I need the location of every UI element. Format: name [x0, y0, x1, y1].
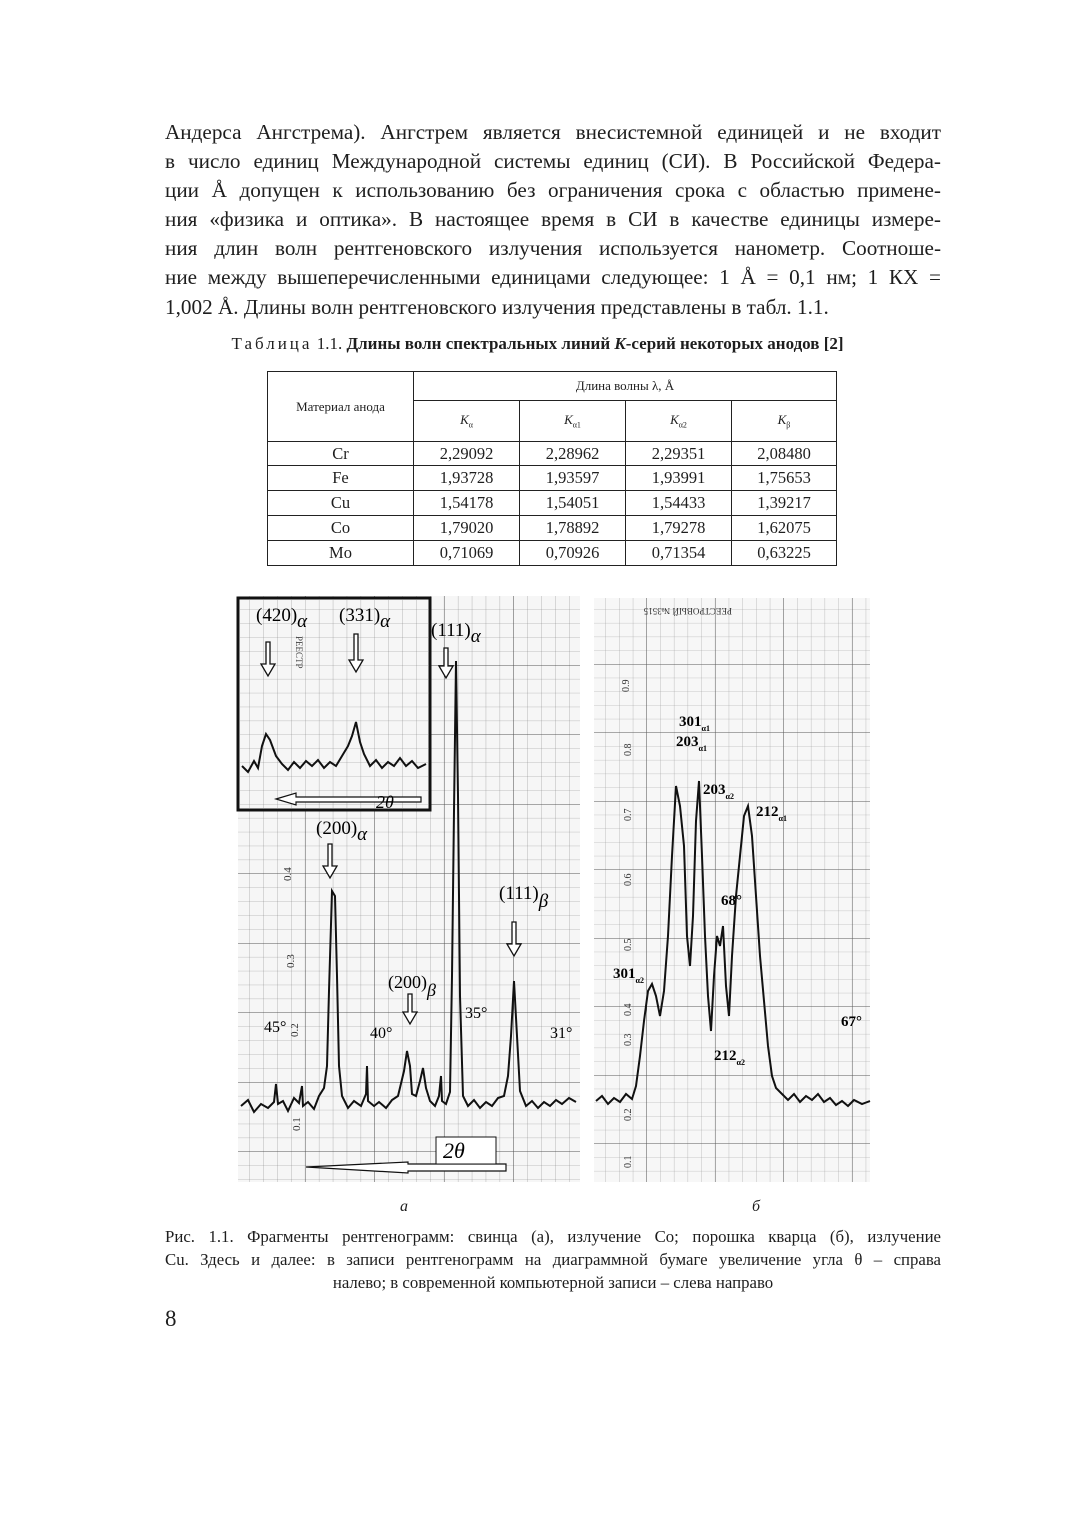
header-anode-material: Материал анода [268, 372, 414, 442]
axis-tick-label: 0.3 [623, 1033, 634, 1046]
angle-label: 45° [264, 1019, 287, 1036]
table-cell: 0,71354 [626, 541, 732, 566]
table-cell: Cr [268, 442, 414, 466]
axis-tick-label: 0.4 [623, 1003, 634, 1016]
paragraph-line: ции Å допущен к использованию без ограничения срока с областью примене- [165, 178, 941, 203]
header-k-alpha1: $K_{\alpha 1}$ [520, 401, 626, 442]
peak-label: $203_{\alpha 2}$ [703, 782, 734, 801]
panel-label-b: б [752, 1198, 761, 1215]
table-cell: 1,79278 [626, 516, 732, 541]
peak-label-111-beta: (111)β [499, 883, 549, 912]
peak-label: $212_{\alpha 2}$ [714, 1048, 745, 1067]
table-cell: 2,29092 [414, 442, 520, 466]
peak-label: 67° [841, 1014, 862, 1030]
table-cell: 1,54051 [520, 491, 626, 516]
xrd-figure [236, 596, 872, 1188]
panel-label-a: а [400, 1198, 408, 1215]
table-cell: 1,54178 [414, 491, 520, 516]
caption-line: Рис. 1.1. Фрагменты рентгенограмм: свинца (а), излучение Co; порошка кварца (б), излучение [165, 1227, 941, 1246]
axis-tick-label: 0.4 [282, 867, 294, 881]
table-cell: 1,62075 [732, 516, 837, 541]
table-caption-number: 1.1. [312, 334, 347, 353]
angle-label: 35° [465, 1005, 488, 1022]
paragraph-line: в число единиц Международной системы единиц (СИ). В Российской Федера- [165, 149, 941, 174]
table-cell: 0,63225 [732, 541, 837, 566]
angle-label: 31° [550, 1025, 573, 1042]
inset-stamp: РЕЕСТР [294, 636, 304, 669]
body-paragraph [165, 118, 941, 322]
axis-tick-label: 0.1 [291, 1117, 303, 1131]
header-k-alpha: $K_\alpha$ [414, 401, 520, 442]
panel-b [594, 598, 870, 1182]
table-cell: 2,08480 [732, 442, 837, 466]
chart-paper-header: РЕЕСТРОВЫЙ №3515 [643, 606, 732, 616]
peak-label: $301_{\alpha 1}$ [679, 714, 710, 733]
table-cell: 1,54433 [626, 491, 732, 516]
table-cell: 2,29351 [626, 442, 732, 466]
header-k-beta: $K_\beta$ [732, 401, 837, 442]
table-cell: 1,79020 [414, 516, 520, 541]
angle-label: 40° [370, 1025, 393, 1042]
axis-tick-label: 0.9 [621, 679, 632, 692]
paragraph-line: ние между вышеперечисленными единицами следующее: 1 Å = 0,1 нм; 1 КХ = [165, 265, 941, 290]
caption-line: налево; в современной компьютерной записи – слева направо [332, 1273, 774, 1292]
table-caption-label: Таблица [231, 334, 313, 353]
table-cell: 0,71069 [414, 541, 520, 566]
peak-label: $203_{\alpha 1}$ [676, 734, 707, 753]
peak-label-200-alpha: (200)α [316, 818, 368, 845]
paragraph-line: 1,002 Å. Длины волн рентгеновского излучения представлены в табл. 1.1. [165, 294, 829, 319]
peak-label-111-alpha: (111)α [431, 620, 481, 647]
axis-tick-label: 0.2 [289, 1023, 301, 1037]
table-cell: 1,93728 [414, 466, 520, 491]
two-theta-label: 2θ [376, 792, 394, 812]
table-row [268, 491, 837, 516]
table-cell: Cu [268, 491, 414, 516]
table-cell: Fe [268, 466, 414, 491]
table-cell: 1,93597 [520, 466, 626, 491]
header-k-alpha2: $K_{\alpha 2}$ [626, 401, 732, 442]
axis-tick-label: 0.6 [623, 873, 634, 886]
peak-label: $212_{\alpha 1}$ [756, 804, 787, 823]
table-cell: 1,93991 [626, 466, 732, 491]
panel-a [238, 596, 580, 1182]
table-row [268, 541, 837, 566]
header-wavelength: Длина волны λ, Å [414, 372, 837, 401]
table-row [268, 516, 837, 541]
table-cell: 1,39217 [732, 491, 837, 516]
axis-tick-label: 0.2 [623, 1108, 634, 1121]
table-caption-title: Длины волн спектральных линий [346, 334, 615, 353]
peak-label: 68° [721, 893, 742, 909]
page-number: 8 [165, 1306, 177, 1331]
table-cell: Co [268, 516, 414, 541]
table-cell: 2,28962 [520, 442, 626, 466]
table-cell: Mo [268, 541, 414, 566]
peak-label: $301_{\alpha 2}$ [613, 966, 644, 985]
table-caption [0, 334, 1075, 354]
paragraph-line: Андерса Ангстрема). Ангстрем является внесистемной единицей и не входит [165, 120, 941, 144]
table-row [268, 442, 837, 466]
paragraph-line: ния «физика и оптика». В настоящее время в СИ в качестве единицы измере- [165, 207, 941, 232]
table-cell: 1,78892 [520, 516, 626, 541]
peak-label-331: (331)α [339, 605, 391, 632]
axis-tick-label: 0.8 [623, 743, 634, 756]
peak-label-420: (420)α [256, 605, 308, 632]
table-caption-title-end: -серий некоторых анодов [2] [625, 334, 844, 353]
table-cell: 1,75653 [732, 466, 837, 491]
caption-line: Cu. Здесь и далее: в записи рентгенограмм на диаграммной бумаге увеличение угла θ – справа [165, 1250, 941, 1269]
figure-caption [165, 1225, 941, 1294]
axis-tick-label: 0.5 [623, 938, 634, 951]
table-caption-k: K [614, 334, 626, 353]
table-row [268, 466, 837, 491]
two-theta-label: 2θ [443, 1138, 465, 1163]
axis-tick-label: 0.3 [285, 954, 297, 968]
axis-tick-label: 0.7 [623, 808, 634, 821]
axis-tick-label: 0.1 [623, 1155, 634, 1168]
paragraph-line: ния длин волн рентгеновского излучения используется нанометр. Соотноше- [165, 236, 941, 261]
wavelength-table [267, 371, 837, 566]
peak-label-200-beta: (200)β [388, 972, 436, 1000]
table-cell: 0,70926 [520, 541, 626, 566]
